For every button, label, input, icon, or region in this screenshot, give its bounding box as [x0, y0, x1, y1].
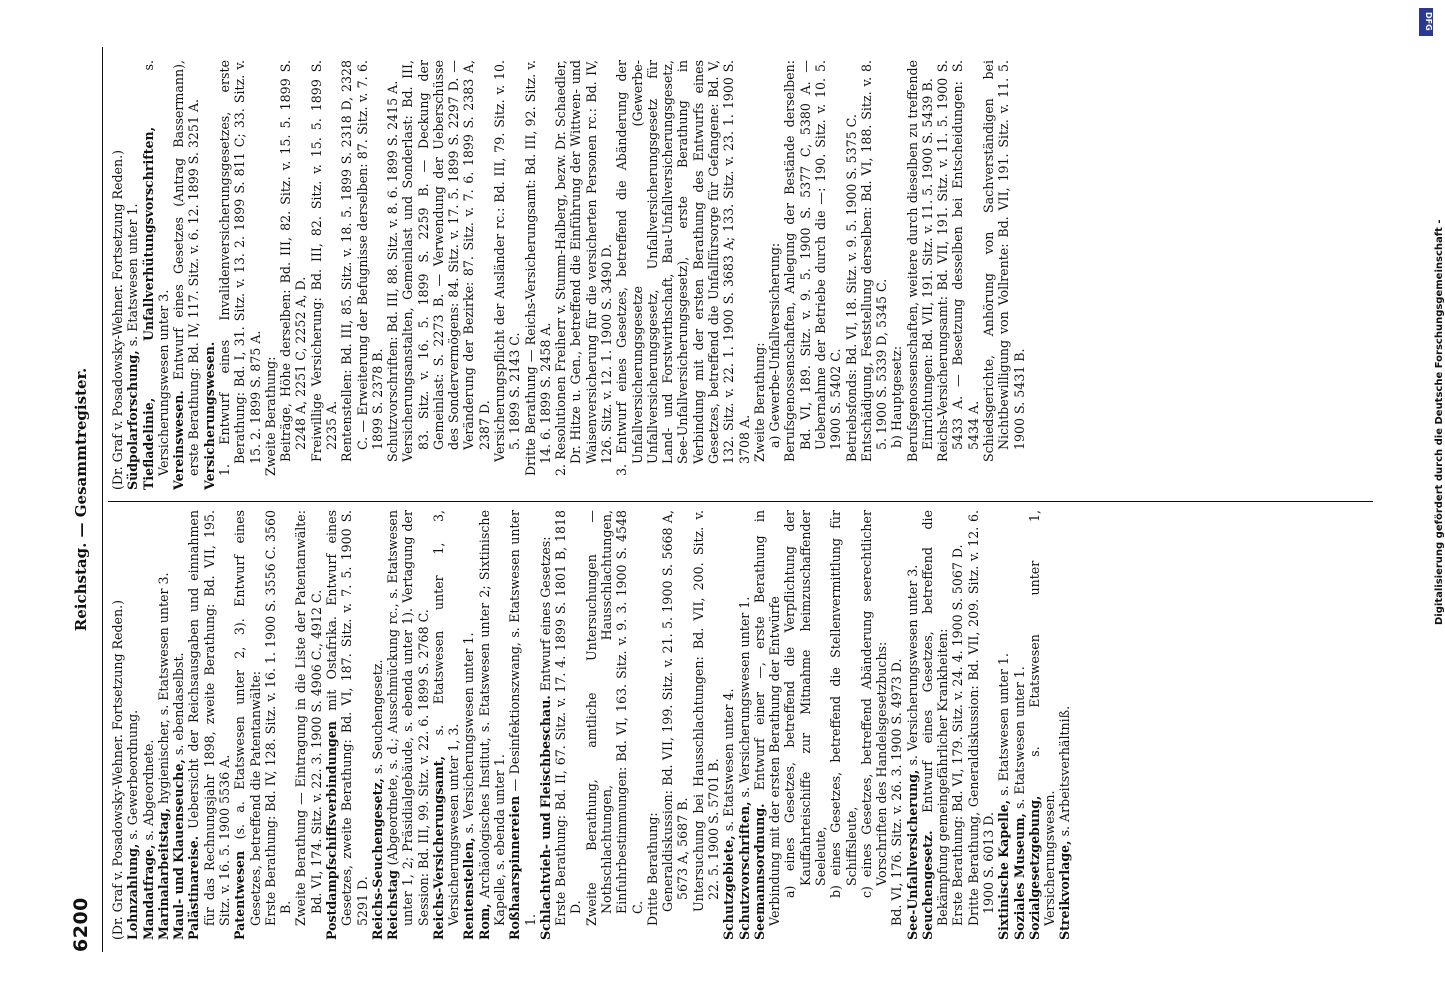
register-entry [110, 60, 125, 490]
register-entry [156, 510, 171, 940]
register-entry [293, 510, 324, 940]
register-entry [492, 60, 523, 490]
entry-text: Beiträge, Höhe derselben: Bd. III, 82. Sitz. v. 15. 5. 1899 S. 2248 A, 2251 C, 2252 A, D. [278, 60, 309, 462]
entry-text: s. Versicherungswesen unter 3. [904, 564, 920, 770]
entry-text: s. Etatswesen unter 1, 3, Versicherungswesen unter 1, 3. [430, 510, 462, 926]
register-entry [125, 510, 140, 940]
entry-heading: Sozialgesetzgebung, [1026, 795, 1042, 940]
register-entry [889, 60, 904, 490]
entry-text: Dritte Berathung — Reichs-Versicherungsamt: Bd. III, 92. Sitz. v. 14. 6. 1899 S. 2458 A. [522, 60, 553, 476]
register-entry [477, 510, 508, 940]
register-entry [859, 510, 890, 940]
entry-text: — Desinfektionszwang, s. Etatswesen unter 1. [507, 510, 538, 926]
entry-heading: Sixtinische Kapelle, [996, 799, 1012, 940]
entry-heading: Schutzvorschriften, [736, 801, 752, 940]
entry-heading: Seemannsordnung. [751, 803, 767, 940]
register-entry [324, 510, 370, 940]
entry-text: b) Hauptgesetz: [889, 345, 905, 448]
entry-heading: See-Unfallversicherung, [904, 769, 920, 940]
register-entry [171, 510, 186, 940]
entry-text: s. Versicherungswesen unter 3. [140, 60, 171, 476]
entry-text: Dritte Berathung: [644, 812, 660, 926]
entry-text: Erste Berathung: Bd. IV, 128. Sitz. v. 16. 1. 1900 S. 3556 C. 3560 B. [262, 510, 294, 926]
entry-text: s. Versicherungswesen unter 1. [461, 632, 477, 838]
entry-text: s. Etatswesen unter 4. [721, 688, 737, 836]
entry-text: a) Gewerbe-Unfallversicherung: [767, 242, 783, 448]
entry-heading: Patentwesen [232, 850, 248, 940]
register-entry [523, 60, 554, 490]
register-entry [171, 60, 202, 490]
register-entry [110, 510, 125, 940]
column-separator [108, 501, 1373, 502]
entry-text: s. Seuchengesetz. [369, 659, 385, 779]
entry-text: Untersuchung bei Hausschlachtungen: Bd. VII, 200. Sitz. v. 22. 5. 1900 S. 5701 B. [690, 510, 721, 912]
register-entry [339, 60, 385, 490]
entry-text: Versicherungsanstalten, Gemeinlast und Sonderlast: Bd. III, 83. Sitz. v. 16. 5. 1899 S. 2259 B. — Deckung der Gemeinlast: S. 2273 B. — Verwendung der Ueberschüsse des Sondervermögens: 84. Sitz. v. 17. 5. 1899 S. 2297 D. — Veränderung der Bezirke: 87. Sitz. v. 7. 6. 1899 S. 2383 A, 2387 D. [400, 60, 492, 462]
entry-text: Erste Berathung: Bd. II, 67. Sitz. v. 17. 4. 1899 S. 1801 B, 1818 D. [553, 510, 584, 926]
entry-text: s. Etatswesen unter 1, Versicherungswesen. [1026, 510, 1058, 926]
register-entry [400, 60, 492, 490]
register-entry [859, 60, 890, 490]
register-entry [935, 60, 981, 490]
entry-text: s. Etatswesen unter 1. [125, 203, 141, 351]
register-entry [431, 510, 462, 940]
entry-text: s. Arbeitsverhältniß. [1057, 705, 1073, 841]
register-entry [278, 60, 309, 490]
entry-heading: Schutzgebiete, [721, 835, 737, 940]
entry-heading: Streikvorlage, [1057, 840, 1073, 940]
entry-text: s. Etatswesen unter 1. [996, 653, 1012, 800]
register-entry [981, 60, 1027, 490]
entry-heading: Reichstag [385, 870, 401, 940]
register-entry [752, 60, 767, 490]
register-entry [1027, 510, 1058, 940]
register-entry [370, 510, 385, 940]
entry-heading: Schlachtvieh- und Fleischbeschau. [537, 695, 553, 940]
entry-text: s. Gewerbeordnung. [125, 709, 141, 844]
entry-text: Freiwillige Versicherung: Bd. III, 82. Sitz. v. 15. 5. 1899 S. 2235 A. [308, 60, 339, 462]
register-entry [737, 510, 752, 940]
register-entry [966, 510, 997, 940]
entry-text: 3. Entwurf eines Gesetzes, betreffend die Abänderung der Unfallversicherungsgesetze (Gewerbe-Unfallversicherungsgesetz, Unfallversicherungsgesetz für Land- und Forstwirthschaft, Bau-Unfallversicherungsgesetz, See-Unfallversicherungsgesetz), erste Berathung in Verbindung mit der ersten Berathung des Entwurfs eines Gesetzes, betreffend die Unfallfürsorge für Gefangene: Bd. V, 132. Sitz. v. 22. 1. 1900 S. 3683 A; 133. Sitz. v. 23. 1. 1900 S. 3708 A. [614, 60, 752, 476]
register-entry [905, 60, 936, 490]
entry-text: 2. Resolutionen Freiherr v. Stumm-Halberg, bezw. Dr. Schaedler, Dr. Hitze u. Gen., betreffend die Einführung der Wittwen- und Waisenversicherung für die versicherten Personen rc.: Bd. IV, 126. Sitz. v. 12. 1. 1900 S. 3490 D. [553, 60, 614, 476]
entry-heading: Soziales Museum, [1011, 813, 1027, 940]
entry-text: Berufsgenossenschaften, weitere durch dieselben zu treffende Einrichtungen: Bd. VII, 191. Sitz. v. 11. 5. 1900 S. 5439 B. [904, 60, 935, 462]
register-entry [141, 510, 156, 940]
register-entry [263, 60, 278, 490]
entry-text: s. Versicherungswesen unter 1. [736, 596, 752, 802]
entry-heading: Versicherungswesen. [201, 341, 217, 490]
register-entry [782, 510, 828, 940]
register-entry [202, 60, 217, 490]
register-entry [385, 60, 400, 490]
entry-heading: Marinalarbeitstag, [155, 807, 171, 940]
entry-text: Versicherungspflicht der Ausländer rc.: Bd. III, 79. Sitz. v. 10. 5. 1899 S. 2143 C. [492, 60, 523, 462]
entry-text: Bd. VI, 176. Sitz. v. 26. 3. 1900 S. 4973 D. [889, 658, 905, 926]
entry-heading: Seuchengesetz. [919, 830, 935, 940]
entry-text: (Abgeordnete, s. d.; Ausschmückung rc., s. Etatswesen unter 1, 2; Präsidialgebäude, s. ebenda unter 1). Vertagung der Session: Bd. III, 99. Sitz. v. 22. 6. 1899 S. 2768 C. [385, 510, 431, 926]
entry-heading: Reichs-Versicherungsamt, [430, 756, 446, 940]
register-entry [614, 60, 752, 490]
entry-heading: Mandatfrage, [140, 844, 156, 940]
entry-text: Zweite Berathung: [751, 342, 767, 462]
entry-text: c) eines Gesetzes, betreffend Abänderung seerechtlicher Vorschriften des Handelsgesetzbuchs: [858, 510, 890, 898]
entry-text: (s. a. Etatswesen unter 2, 3). Entwurf eines Gesetzes, betreffend die Patentanwälte: [232, 510, 263, 926]
register-entry [125, 60, 140, 490]
entry-text: Zweite Berathung, amtliche Untersuchungen — Nothschlachtungen, Hausschlachtungen, Einfuhrbestimmungen: Bd. VI, 163. Sitz. v. 9. 3. 1900 S. 4548 C. [583, 510, 645, 926]
page-number: 6200 [70, 897, 92, 952]
entry-text: Schutzvorschriften: Bd. III, 88. Sitz. v. 8. 6. 1899 S. 2415 A. [385, 80, 401, 462]
entry-text: b) eines Gesetzes, betreffend die Stellenvermittlung für Schiffsleute, [828, 510, 859, 898]
register-entry [767, 60, 782, 490]
entry-text: Generaldiskussion: Bd. VII, 199. Sitz. v. 21. 5. 1900 S. 5668 A, 5673 A, 5687 B. [660, 510, 691, 912]
entry-text: Entwurf eines Gesetzes: [537, 536, 553, 696]
entry-heading: Tiefladelinie, Unfallverhütungsvorschriften, [140, 126, 156, 490]
right-column [110, 60, 1375, 490]
register-entry [584, 510, 645, 940]
entry-text: (Dr. Graf v. Posadowsky-Wehner. Fortsetzung Reden.) [110, 599, 125, 940]
register-entry [217, 60, 263, 490]
register-entry [660, 510, 691, 940]
entry-text: Entschädigung, Feststellung derselben: Bd. VI, 188. Sitz. v. 8. 5. 1900 S. 5339 D, 5345 C. [858, 60, 890, 462]
register-entry [844, 60, 859, 490]
register-entry [232, 510, 263, 940]
entry-text: Uebersicht der Reichsausgaben und einnahmen für das Rechnungsjahr 1898, zweite Berathung: Bd. VII, 195. Sitz. v. 16. 5. 1900 5536 A. [186, 510, 232, 926]
page-header [62, 47, 102, 952]
entry-text: Zweite Berathung — Eintragung in die Liste der Patentanwälte: Bd. VI, 174. Sitz. v. 22. 3. 1900 S. 4906 C., 4912 C. [293, 510, 324, 926]
entry-heading: Postdampfschiffsverbindungen [323, 721, 339, 940]
entry-text: hygienischer, s. Etatswesen unter 3. [155, 572, 171, 808]
entry-text: s. Abgeordnete. [140, 739, 156, 845]
entry-heading: Maul- und Klauenseuche, [171, 759, 187, 940]
register-entry [186, 510, 232, 940]
register-entry [889, 510, 904, 940]
register-entry [950, 510, 965, 940]
register-entry [385, 510, 431, 940]
entry-heading: Südpolarforschung, [125, 350, 141, 490]
entry-heading: Palästinareise. [186, 835, 202, 940]
entry-text: Reichs-Versicherungsamt: Bd. VII, 191. Sitz. v. 11. 5. 1900 S. 5433 A. — Besetzung desselben bei Entscheidungen: S. 5434 A. [935, 60, 981, 462]
register-entry [538, 510, 553, 940]
entry-heading: Vereinswesen. [171, 390, 187, 490]
register-entry [461, 510, 476, 940]
entry-text: Betriebsfonds: Bd. VI, 18. Sitz. v. 9. 5. 1900 S. 5375 C. [843, 114, 859, 462]
register-entry [553, 60, 614, 490]
register-entry [1057, 510, 1072, 940]
register-entry [782, 60, 843, 490]
entry-text: 1. Entwurf eines Invalidenversicherungsgesetzes, erste Berathung: Bd. I, 31. Sitz. v. 13. 2. 1899 S. 811 C; 33. Sitz. v. 15. 2. 1899 S. 875 A. [216, 60, 263, 476]
entry-heading: Rom, [476, 903, 492, 940]
entry-text: a) eines Gesetzes, betreffend die Verpflichtung der Kauffahrteischiffe zur Mitnahme heimzuschaffender Seeleute, [782, 510, 828, 898]
entry-text: Berufsgenossenschaften, Anlegung der Bestände derselben: Bd. VI, 189. Sitz. v. 9. 5. 1900 S. 5377 C, 5380 A. — Uebernahme der Betriebe durch die —: 190. Sitz. v. 10. 5. 1900 S. 5402 C. [782, 60, 844, 462]
register-entry [1012, 510, 1027, 940]
entry-text: Entwurf eines Gesetzes (Antrag Bassermann), erste Berathung: Bd. IV, 117. Sitz. v. 6. 12. 1899 S. 3251 A. [171, 60, 202, 476]
entry-heading: Rentenstellen, [461, 837, 477, 940]
register-entry [905, 510, 920, 940]
entry-text: Dritte Berathung, Generaldiskussion: Bd. VII, 209. Sitz. v. 12. 6. 1900 S. 6013 D. [965, 510, 997, 926]
register-entry [828, 510, 859, 940]
register-entry [752, 510, 783, 940]
entry-text: s. ebendaselbst. [171, 652, 187, 760]
register-entry [645, 510, 660, 940]
entry-text: Rentenstellen: Bd. III, 85. Sitz. v. 18. 5. 1899 S. 2318 D, 2328 C. — Erweiterung der Befugnisse derselben: 87. Sitz. v. 7. 6. 1899 S. 2378 B. [339, 60, 385, 462]
header-rule [102, 47, 103, 952]
entry-text: Erste Berathung: Bd. VI, 179. Sitz. v. 24. 4. 1900 S. 5067 D. [950, 544, 966, 926]
register-entry [141, 60, 172, 490]
register-entry [691, 510, 722, 940]
register-entry [553, 510, 584, 940]
entry-text: Entwurf eines Gesetzes, betreffend die Bekämpfung gemeingefährlicher Krankheiten: [919, 510, 951, 926]
register-entry [721, 510, 736, 940]
entry-text: Entwurf einer —, erste Berathung in Verbindung mit der ersten Berathung der Entwürfe [751, 510, 783, 926]
register-entry [263, 510, 294, 940]
entry-text: Archäologisches Institut, s. Etatswesen unter 2; Sixtinische Kapelle, s. ebenda unter 1. [476, 510, 508, 926]
digitization-credit: Digitalisierung gefördert durch die Deutsche Forschungsgemeinschaft - [1434, 219, 1445, 625]
left-column [110, 510, 1375, 940]
entry-text: Schiedsgerichte, Anhörung von Sachverständigen bei Nichtbewilligung von Vollrente: Bd. VII, 191. Sitz. v. 11. 5. 1900 S. 5431 B. [981, 60, 1027, 462]
register-entry [920, 510, 951, 940]
running-title: Reichstag. — Gesammtregister. [72, 367, 90, 632]
entry-text: (Dr. Graf v. Posadowsky-Wehner. Fortsetzung Reden.) [110, 149, 125, 490]
register-entry [996, 510, 1011, 940]
dfg-logo: DFG [1419, 8, 1433, 36]
entry-text: Zweite Berathung: [262, 356, 278, 476]
register-entry [507, 510, 538, 940]
entry-heading: Reichs-Seuchengesetz, [369, 778, 385, 940]
entry-text: s. Etatswesen unter 1. [1011, 666, 1027, 814]
entry-text: mit Ostafrika. Entwurf eines Gesetzes, zweite Berathung: Bd. VI, 187. Sitz. v. 7. 5. 1900 S. 5291 D. [323, 510, 370, 926]
entry-heading: Lohnzahlung, [125, 843, 141, 940]
entry-heading: Roßhaarspinnereien [507, 795, 523, 940]
register-entry [309, 60, 340, 490]
